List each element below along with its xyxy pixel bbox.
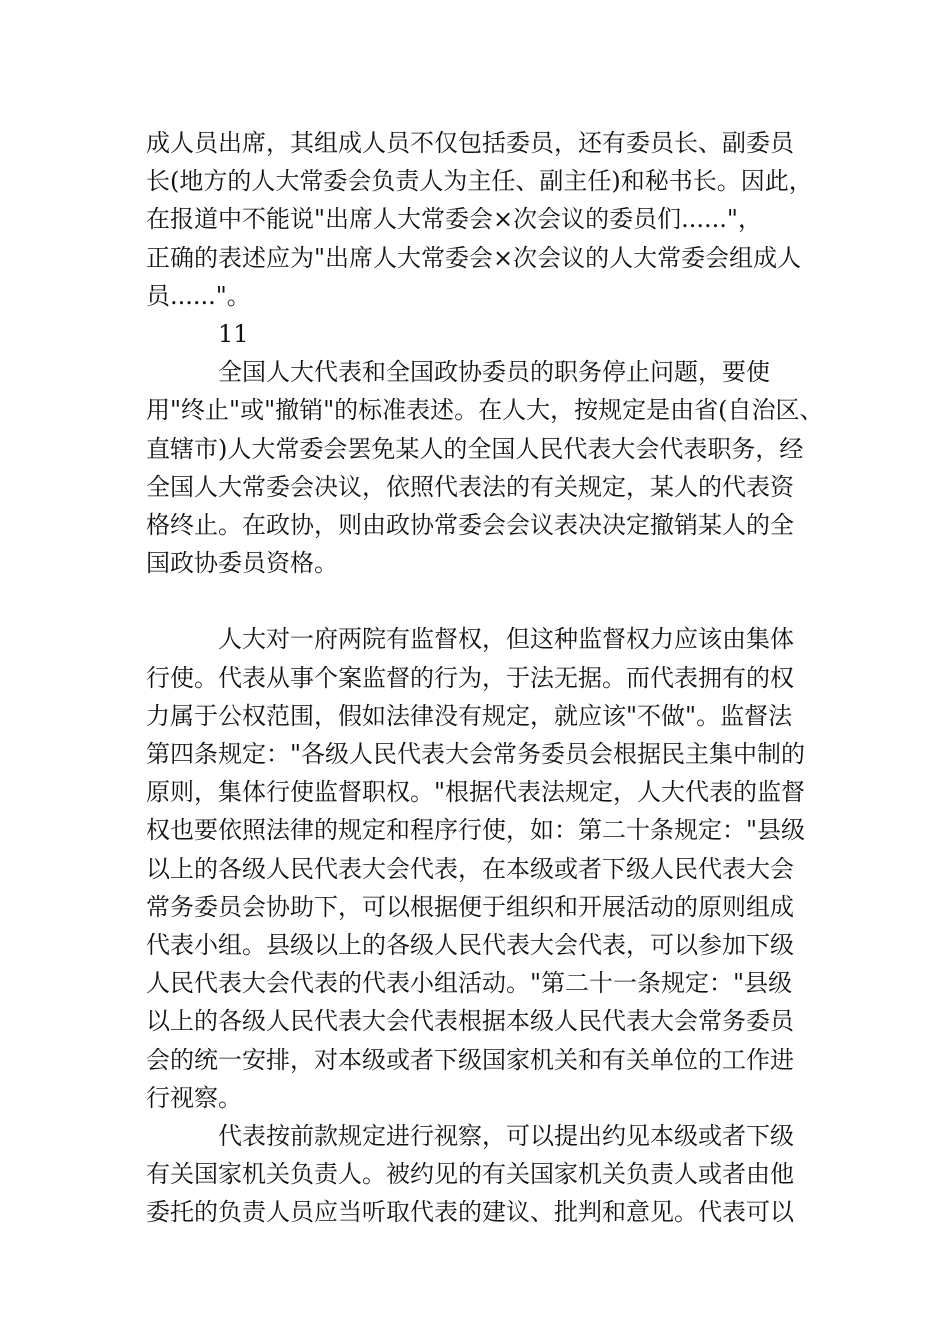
paragraph-1-line: 长(地方的人大常委会负责人为主任、副主任)和秘书长。因此， <box>146 167 813 196</box>
document-body <box>146 124 846 1231</box>
paragraph-4-line: 代表按前款规定进行视察，可以提出约见本级或者下级 <box>218 1121 794 1150</box>
section-number: 11 <box>218 319 249 348</box>
paragraph-3-line: 会的统一安排，对本级或者下级国家机关和有关单位的工作进 <box>146 1045 794 1074</box>
paragraph-3-line: 人民代表大会代表的代表小组活动。"第二十一条规定："县级 <box>146 969 793 998</box>
paragraph-3-line: 权也要依照法律的规定和程序行使，如：第二十条规定："县级 <box>146 816 806 845</box>
paragraph-3-line: 常务委员会协助下，可以根据便于组织和开展活动的原则组成 <box>146 892 794 921</box>
paragraph-3-line: 以上的各级人民代表大会代表，在本级或者下级人民代表大会 <box>146 854 794 883</box>
paragraph-3-line: 代表小组。县级以上的各级人民代表大会代表，可以参加下级 <box>146 930 794 959</box>
paragraph-3-line: 行使。代表从事个案监督的行为，于法无据。而代表拥有的权 <box>146 663 794 692</box>
paragraph-4-line: 委托的负责人员应当听取代表的建议、批判和意见。代表可以 <box>146 1198 794 1227</box>
paragraph-3-line: 力属于公权范围，假如法律没有规定，就应该"不做"。监督法 <box>146 701 793 730</box>
paragraph-1-line: 正确的表述应为"出席人大常委会×次会议的人大常委会组成人 <box>146 243 802 272</box>
paragraph-3-line: 人大对一府两院有监督权，但这种监督权力应该由集体 <box>218 625 794 654</box>
paragraph-4-line: 有关国家机关负责人。被约见的有关国家机关负责人或者由他 <box>146 1160 794 1189</box>
paragraph-2-line: 全国人大常委会决议，依照代表法的有关规定，某人的代表资 <box>146 472 794 501</box>
paragraph-2-line: 直辖市)人大常委会罢免某人的全国人民代表大会代表职务，经 <box>146 434 804 463</box>
paragraph-1-line: 员......"。 <box>146 281 251 310</box>
paragraph-3-line: 原则，集体行使监督职权。"根据代表法规定，人大代表的监督 <box>146 778 806 807</box>
paragraph-1-line: 在报道中不能说"出席人大常委会×次会议的委员们......"， <box>146 205 762 234</box>
paragraph-2-line: 全国人大代表和全国政协委员的职务停止问题，要使 <box>218 358 770 387</box>
paragraph-2-line: 国政协委员资格。 <box>146 549 338 578</box>
paragraph-3-line: 以上的各级人民代表大会代表根据本级人民代表大会常务委员 <box>146 1007 794 1036</box>
paragraph-gap <box>146 582 846 620</box>
paragraph-1-line: 成人员出席，其组成人员不仅包括委员，还有委员长、副委员 <box>146 129 794 157</box>
paragraph-2-line: 格终止。在政协，则由政协常委会会议表决决定撤销某人的全 <box>146 510 794 539</box>
paragraph-3-line: 第四条规定："各级人民代表大会常务委员会根据民主集中制的 <box>146 740 806 768</box>
paragraph-2-line: 用"终止"或"撤销"的标准表述。在人大，按规定是由省(自治区、 <box>146 396 824 425</box>
paragraph-3-line: 行视察。 <box>146 1083 242 1112</box>
